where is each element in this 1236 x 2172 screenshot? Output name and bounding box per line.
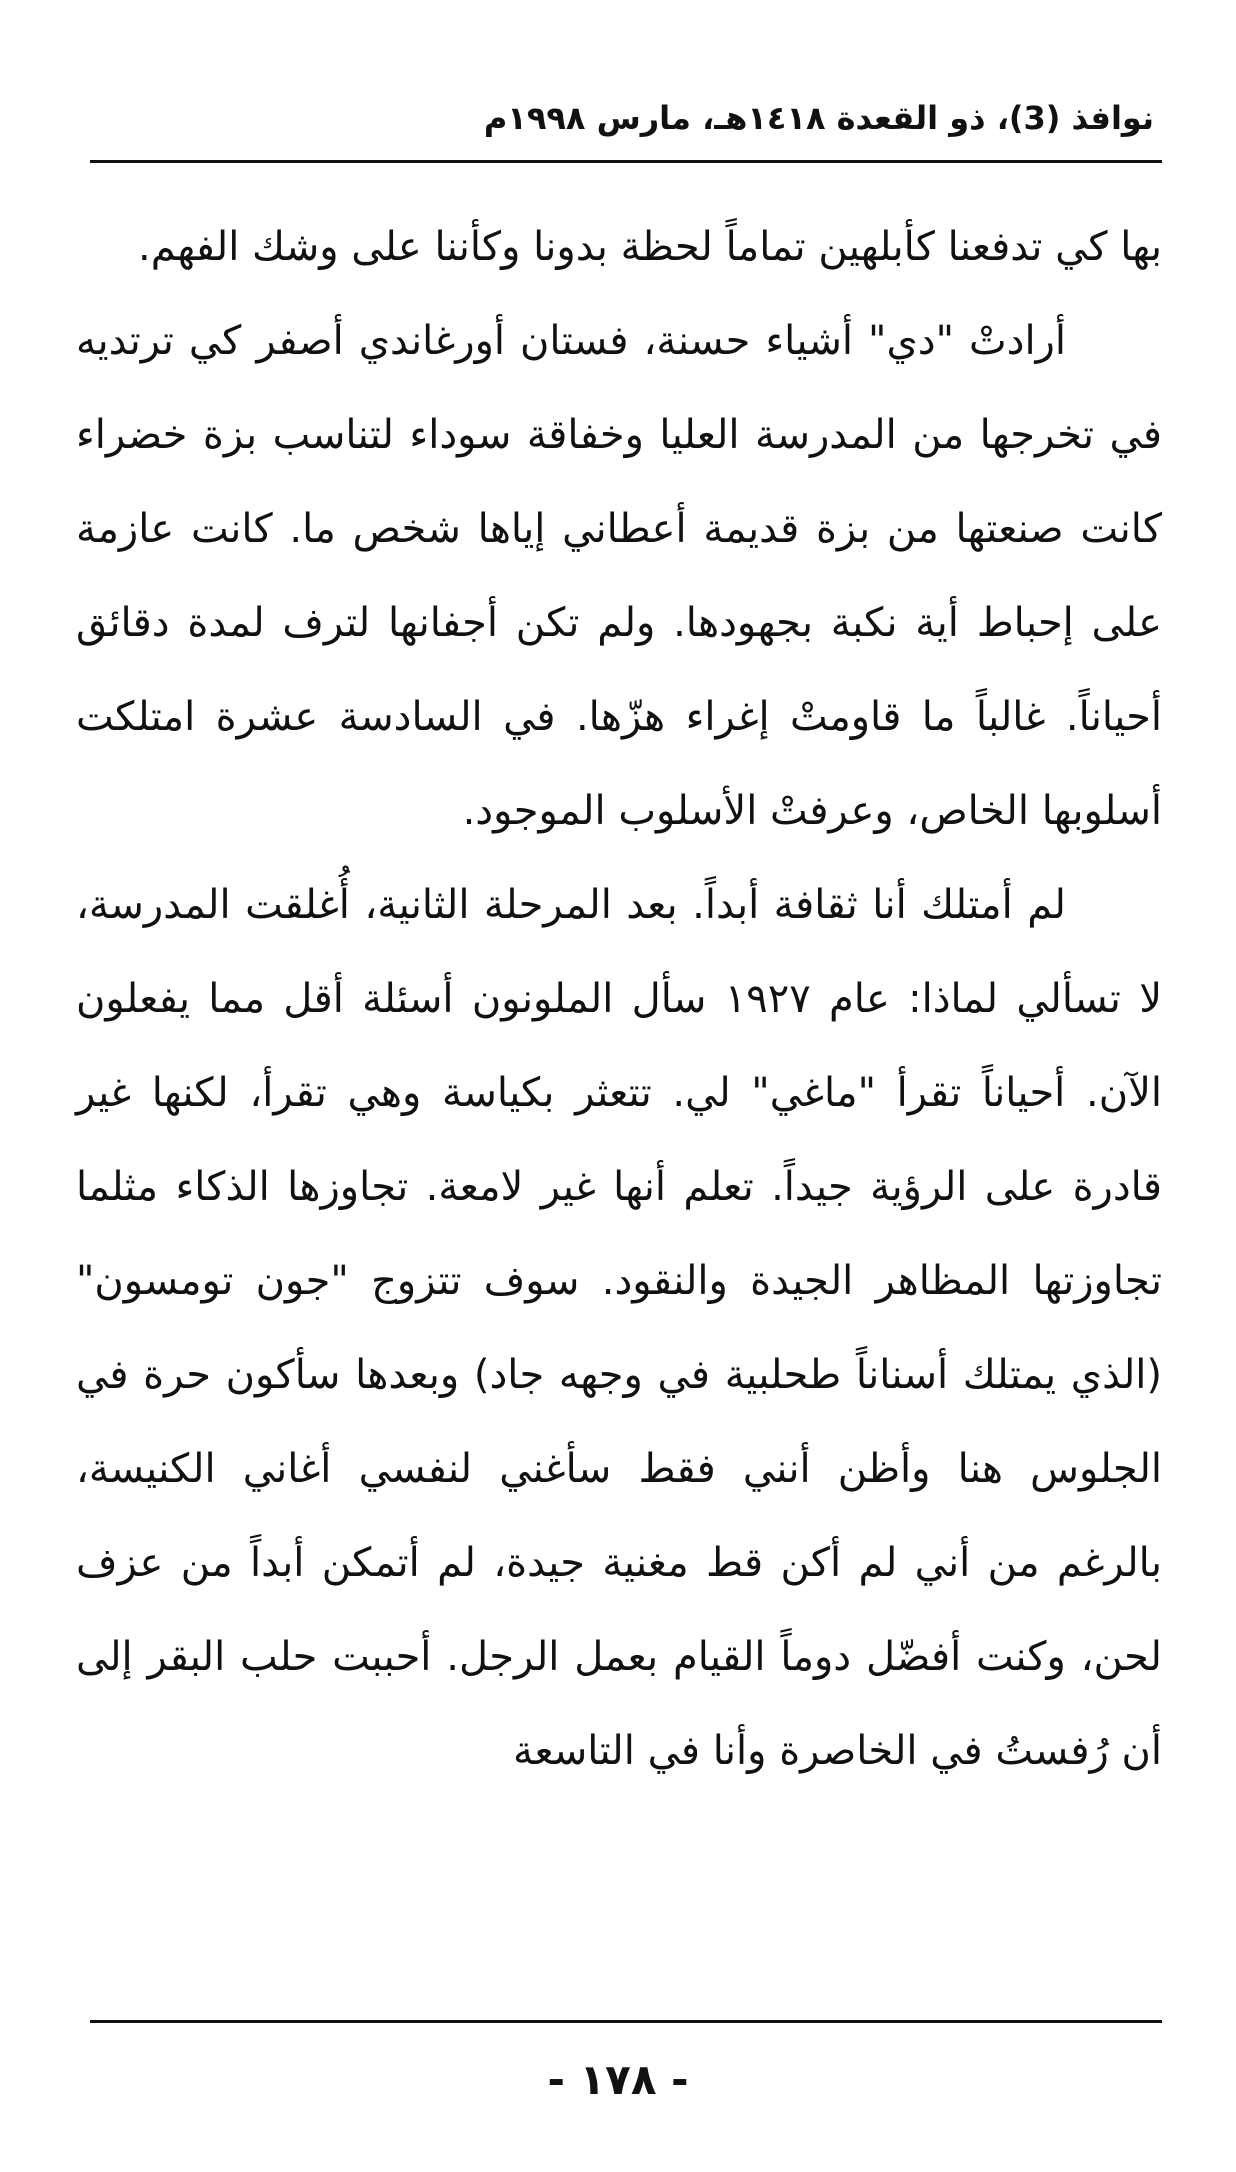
paragraph-education: لم أمتلك أنا ثقافة أبداً. بعد المرحلة الثانية، أُغلقت المدرسة، لا تسألي لماذا: عام ١٩٢٧ سأل الملونون أسئلة أقل مما يفعلون الآن. أحياناً تقرأ "ماغي" لي. تتعثر بكياسة وهي تقرأ، لكنها غير قادرة على الرؤية جيداً. تعلم أنها غير لامعة. تجاوزها الذكاء مثلما تجاوزتها المظاهر الجيدة والنقود. سوف تتزوج "جون تومسون" (الذي يمتلك أسناناً طحلبية في وجهه جاد) وبعدها سأكون حرة في الجلوس هنا وأظن أنني فقط سأغني لنفسي أغاني الكنيسة، بالرغم من أني لم أكن قط مغنية جيدة، لم أتمكن أبداً من عزف لحن، وكنت أفضّل دوماً القيام بعمل الرجل. أحببت حلب البقر إلى أن رُفستُ في الخاصرة وأنا في التاسعة (76, 882, 1163, 1774)
footer-rule (90, 2020, 1162, 2023)
paragraph-dee: أرادتْ "دي" أشياء حسنة، فستان أورغاندي أصفر كي ترتديه في تخرجها من المدرسة العليا وخفاقة سوداء لتناسب بزة خضراء كانت صنعتها من بزة قديمة أعطاني إياها شخص ما. كانت عازمة على إحباط أية نكبة بجهودها. ولم تكن أجفانها لترف لمدة دقائق أحياناً. غالباً ما قاومتْ إغراء هزّها. في السادسة عشرة امتلكت أسلوبها الخاص، وعرفتْ الأسلوب الموجود. (76, 318, 1162, 834)
body-text (76, 200, 1162, 1798)
running-header: نوافذ (3)، ذو القعدة ١٤١٨هـ، مارس ١٩٩٨م (483, 99, 1154, 137)
page-number: - ١٧٨ - (547, 2055, 689, 2104)
header-rule (90, 160, 1162, 163)
paragraph-continuation: بها كي تدفعنا كأبلهين تماماً لحظة بدونا وكأننا على وشك الفهم. (138, 224, 1162, 270)
